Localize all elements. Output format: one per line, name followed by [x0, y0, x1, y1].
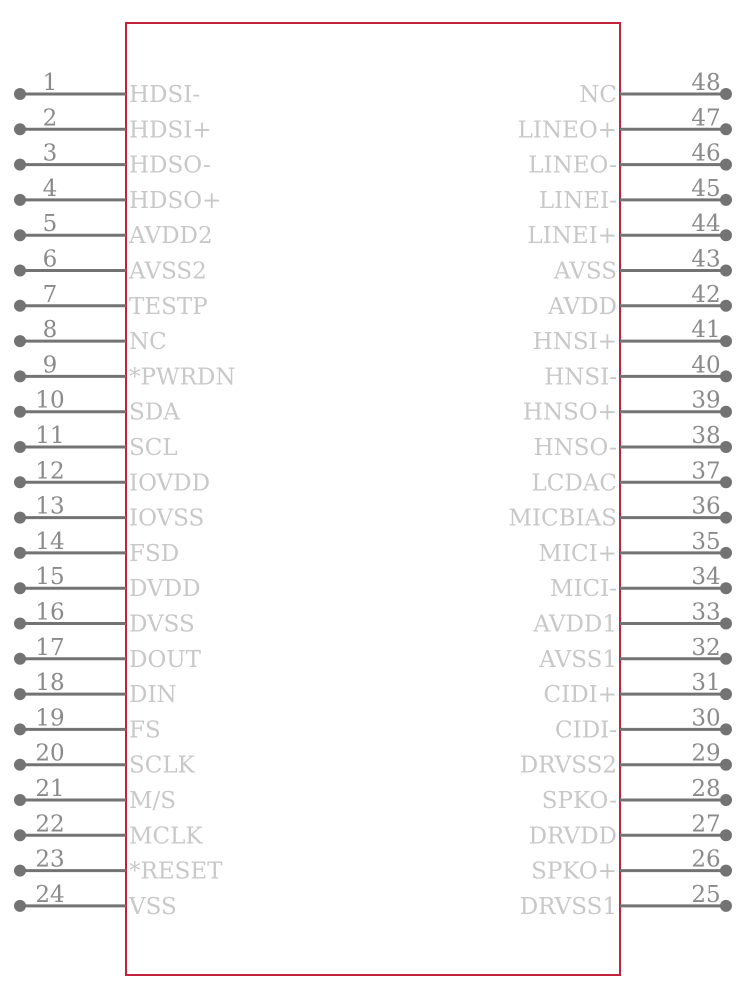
- right-pin-27-terminal-dot: [720, 829, 732, 841]
- right-pin-30-label: CIDI-: [555, 717, 617, 744]
- right-pin-40-label: HNSI-: [544, 364, 617, 391]
- left-pin-11-terminal-dot: [14, 441, 26, 453]
- right-pin-33-terminal-dot: [720, 618, 732, 630]
- right-pin-48-number: 48: [691, 70, 721, 96]
- right-pin-27-number: 27: [691, 811, 721, 838]
- right-pin-37-label: LCDAC: [531, 470, 617, 497]
- left-pin-24-terminal-dot: [14, 900, 26, 912]
- right-pin-39-terminal-dot: [720, 406, 732, 418]
- left-pin-18: [14, 670, 177, 708]
- left-pin-4: [14, 176, 221, 214]
- left-pin-21-terminal-dot: [14, 794, 26, 806]
- left-pin-17-label: DOUT: [129, 646, 202, 673]
- left-pin-9-terminal-dot: [14, 370, 26, 382]
- right-pin-44-terminal-dot: [720, 229, 732, 241]
- right-pin-34-label: MICI-: [549, 576, 617, 603]
- right-pin-29-number: 29: [691, 740, 721, 767]
- right-pin-28-number: 28: [691, 776, 721, 802]
- left-pin-14-number: 14: [35, 528, 65, 555]
- left-pin-23-number: 23: [35, 846, 65, 873]
- left-pin-9: [14, 352, 236, 390]
- left-pin-16-label: DVSS: [129, 611, 195, 638]
- right-pin-30-number: 30: [691, 705, 721, 732]
- left-pin-7-terminal-dot: [14, 300, 26, 312]
- right-pin-25-label: DRVSS1: [519, 893, 617, 920]
- right-pin-38-label: HNSO-: [533, 435, 617, 461]
- left-pin-13-label: IOVSS: [129, 505, 205, 532]
- right-pin-38-number: 38: [691, 423, 721, 449]
- left-pin-5-number: 5: [42, 211, 58, 238]
- right-pin-47-number: 47: [691, 105, 721, 132]
- left-pin-3-terminal-dot: [14, 159, 26, 171]
- left-pin-10-terminal-dot: [14, 406, 26, 418]
- left-pin-3-label: HDSO-: [129, 152, 211, 179]
- right-pin-30: [555, 705, 732, 743]
- left-pin-8-terminal-dot: [14, 335, 26, 347]
- right-pin-41-label: HNSI+: [532, 329, 617, 356]
- left-pin-20-terminal-dot: [14, 759, 26, 771]
- right-pin-29: [520, 741, 732, 779]
- right-pin-28: [542, 776, 732, 814]
- left-pin-20: [14, 741, 196, 779]
- left-pin-19: [14, 705, 161, 743]
- right-pin-39: [523, 388, 732, 426]
- right-pin-47-label: LINEO+: [517, 117, 617, 144]
- right-pin-46-number: 46: [691, 140, 721, 167]
- left-pin-22-label: MCLK: [129, 823, 203, 850]
- right-pin-48-label: NC: [579, 82, 617, 108]
- left-pin-8: [14, 317, 167, 355]
- left-pin-20-number: 20: [35, 740, 65, 767]
- left-pin-17-number: 17: [35, 634, 65, 661]
- left-pin-6-label: AVSS2: [129, 258, 207, 285]
- right-pin-39-number: 39: [691, 387, 721, 414]
- left-pin-23: [14, 847, 223, 885]
- left-pin-13-terminal-dot: [14, 512, 26, 524]
- left-pin-7: [14, 282, 208, 320]
- left-pin-15-number: 15: [35, 564, 65, 591]
- left-pin-1: [14, 70, 200, 108]
- right-pin-45-label: LINEI-: [538, 187, 617, 214]
- left-pin-24: [14, 882, 177, 920]
- left-pin-15: [14, 564, 201, 602]
- left-pin-7-label: TESTP: [129, 293, 208, 320]
- left-pin-21: [14, 776, 176, 814]
- right-pin-27-label: DRVDD: [528, 823, 617, 850]
- left-pin-21-label: M/S: [129, 788, 177, 814]
- left-pin-1-label: HDSI-: [129, 82, 201, 108]
- right-pin-34-number: 34: [691, 564, 721, 591]
- right-pin-29-label: DRVSS2: [519, 752, 617, 779]
- left-pin-11-label: SCL: [129, 435, 178, 461]
- left-pin-12-label: IOVDD: [129, 470, 211, 497]
- right-pin-25: [520, 882, 732, 920]
- left-pin-18-label: DIN: [129, 682, 177, 709]
- left-pin-23-label: *RESET: [129, 858, 223, 885]
- right-pin-37: [531, 458, 732, 496]
- right-pin-35: [538, 529, 732, 567]
- left-pin-5-label: AVDD2: [129, 223, 213, 250]
- right-pin-47-terminal-dot: [720, 123, 732, 135]
- right-pin-48-terminal-dot: [720, 88, 732, 100]
- left-pin-12: [14, 458, 210, 496]
- right-pin-40: [544, 352, 732, 390]
- right-pin-41: [533, 317, 732, 355]
- right-pin-32-label: AVSS1: [539, 646, 617, 673]
- left-pin-16: [14, 600, 195, 638]
- left-pin-23-terminal-dot: [14, 865, 26, 877]
- left-pin-12-number: 12: [35, 458, 65, 485]
- right-pin-48: [579, 70, 732, 108]
- left-pin-3-number: 3: [42, 140, 58, 167]
- left-pin-10: [14, 388, 180, 426]
- right-pin-31: [544, 670, 732, 708]
- left-pin-1-terminal-dot: [14, 88, 26, 100]
- right-pin-43: [553, 247, 732, 285]
- right-pin-42-terminal-dot: [720, 300, 732, 312]
- right-pin-43-number: 43: [691, 246, 721, 273]
- right-pin-44: [527, 211, 732, 249]
- right-pin-36-label: MICBIAS: [508, 505, 617, 532]
- left-pin-16-number: 16: [35, 599, 65, 626]
- right-pin-36-terminal-dot: [720, 512, 732, 524]
- right-pin-40-number: 40: [691, 352, 721, 379]
- left-pin-9-label: *PWRDN: [129, 364, 236, 391]
- right-pin-26-number: 26: [691, 846, 721, 873]
- right-pin-41-number: 41: [691, 317, 721, 344]
- left-pin-11-number: 11: [35, 423, 65, 449]
- right-pin-35-number: 35: [691, 528, 721, 555]
- right-pin-43-label: AVSS: [553, 258, 617, 285]
- right-pin-37-number: 37: [691, 458, 721, 485]
- left-pin-15-terminal-dot: [14, 582, 26, 594]
- left-pin-18-terminal-dot: [14, 688, 26, 700]
- right-pin-38: [534, 423, 732, 461]
- right-pin-32-number: 32: [691, 634, 721, 661]
- left-pin-19-terminal-dot: [14, 723, 26, 735]
- left-pin-5: [14, 211, 213, 249]
- left-pin-6-number: 6: [42, 246, 58, 273]
- right-pin-26-terminal-dot: [720, 865, 732, 877]
- left-pin-7-number: 7: [42, 281, 58, 308]
- right-pin-31-terminal-dot: [720, 688, 732, 700]
- right-pin-26-label: SPKO+: [531, 858, 617, 885]
- right-pin-32-terminal-dot: [720, 653, 732, 665]
- left-pin-3: [14, 141, 211, 179]
- left-pin-10-label: SDA: [129, 399, 180, 426]
- right-pin-44-number: 44: [691, 211, 721, 238]
- right-pin-42: [547, 282, 732, 320]
- right-pin-26: [531, 847, 732, 885]
- left-pin-13-number: 13: [35, 493, 65, 520]
- right-pin-46: [528, 141, 732, 179]
- left-pin-14: [14, 529, 179, 567]
- left-pin-22-terminal-dot: [14, 829, 26, 841]
- left-pin-24-label: VSS: [129, 893, 177, 920]
- left-pin-19-number: 19: [35, 705, 65, 732]
- right-pin-42-number: 42: [691, 281, 721, 308]
- left-pin-16-terminal-dot: [14, 618, 26, 630]
- left-pin-21-number: 21: [35, 776, 65, 802]
- left-pin-22: [14, 811, 203, 849]
- right-pin-31-label: CIDI+: [543, 682, 617, 709]
- left-pin-4-number: 4: [42, 175, 58, 202]
- left-pin-24-number: 24: [35, 881, 65, 908]
- right-pin-32: [538, 635, 732, 673]
- right-pin-45: [539, 176, 732, 214]
- left-pin-6-terminal-dot: [14, 265, 26, 277]
- right-pin-37-terminal-dot: [720, 476, 732, 488]
- left-pin-12-terminal-dot: [14, 476, 26, 488]
- right-pin-46-label: LINEO-: [528, 152, 617, 179]
- right-pin-44-label: LINEI+: [527, 223, 617, 250]
- left-pin-4-label: HDSO+: [129, 187, 222, 214]
- right-pin-29-terminal-dot: [720, 759, 732, 771]
- right-pin-28-terminal-dot: [720, 794, 732, 806]
- left-pin-5-terminal-dot: [14, 229, 26, 241]
- right-pin-36-number: 36: [691, 493, 721, 520]
- right-pin-47: [518, 105, 732, 143]
- left-pin-2: [14, 105, 212, 143]
- right-pin-33-label: AVDD1: [533, 611, 617, 638]
- left-pin-9-number: 9: [42, 352, 58, 379]
- right-pin-46-terminal-dot: [720, 159, 732, 171]
- left-pin-15-label: DVDD: [129, 576, 201, 603]
- right-pin-28-label: SPKO-: [541, 788, 617, 814]
- right-pin-25-terminal-dot: [720, 900, 732, 912]
- right-pin-35-label: MICI+: [538, 540, 617, 567]
- right-pin-39-label: HNSO+: [522, 399, 617, 426]
- right-pin-42-label: AVDD: [548, 293, 617, 320]
- left-pin-14-terminal-dot: [14, 547, 26, 559]
- right-pin-45-number: 45: [691, 175, 721, 202]
- left-pin-1-number: 1: [42, 70, 58, 96]
- left-pin-2-number: 2: [42, 105, 58, 132]
- left-pin-19-label: FS: [129, 717, 161, 744]
- left-pin-13: [14, 494, 204, 532]
- right-pin-35-terminal-dot: [720, 547, 732, 559]
- right-pin-33-number: 33: [691, 599, 721, 626]
- right-pin-34-terminal-dot: [720, 582, 732, 594]
- right-pin-27: [529, 811, 732, 849]
- left-pin-20-label: SCLK: [129, 752, 195, 779]
- right-pin-40-terminal-dot: [720, 370, 732, 382]
- left-pin-18-number: 18: [35, 670, 65, 697]
- right-pin-30-terminal-dot: [720, 723, 732, 735]
- right-pin-25-number: 25: [691, 881, 721, 908]
- left-pin-11: [14, 423, 178, 461]
- right-pin-41-terminal-dot: [720, 335, 732, 347]
- right-pin-33: [532, 600, 732, 638]
- right-pin-45-terminal-dot: [720, 194, 732, 206]
- left-pin-4-terminal-dot: [14, 194, 26, 206]
- right-pin-43-terminal-dot: [720, 265, 732, 277]
- left-pin-8-number: 8: [42, 317, 58, 344]
- left-pin-17: [14, 635, 202, 673]
- left-pin-14-label: FSD: [129, 540, 180, 567]
- left-pin-17-terminal-dot: [14, 653, 26, 665]
- left-pin-10-number: 10: [35, 387, 65, 414]
- left-pin-2-terminal-dot: [14, 123, 26, 135]
- left-pin-22-number: 22: [35, 811, 65, 838]
- left-pin-group: [14, 70, 236, 920]
- right-pin-31-number: 31: [691, 670, 721, 697]
- right-pin-34: [550, 564, 732, 602]
- left-pin-8-label: NC: [129, 329, 167, 356]
- right-pin-38-terminal-dot: [720, 441, 732, 453]
- left-pin-2-label: HDSI+: [129, 117, 212, 144]
- left-pin-6: [14, 247, 207, 285]
